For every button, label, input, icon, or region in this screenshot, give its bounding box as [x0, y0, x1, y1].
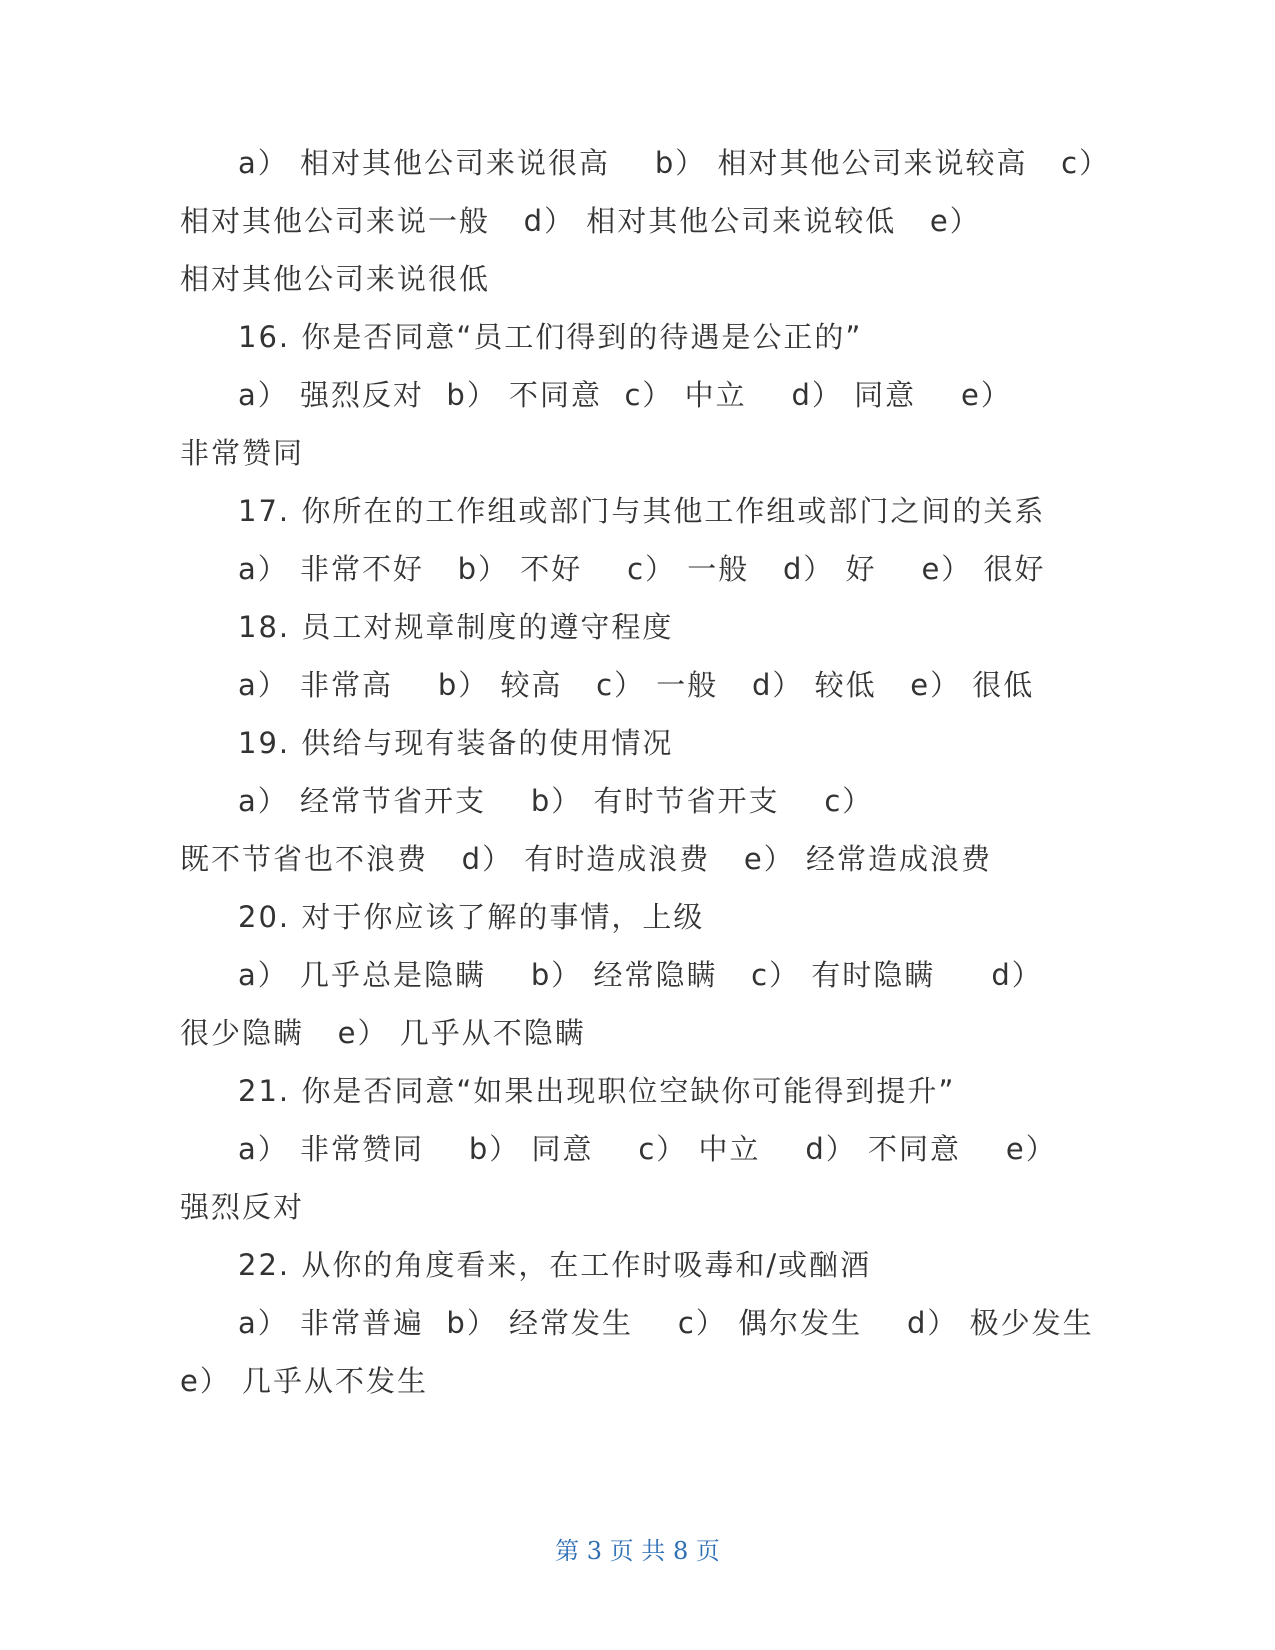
option-line: a） 非常赞同 b） 同意 c） 中立 d） 不同意 e）	[238, 1132, 1057, 1166]
option-line: 相对其他公司来说一般 d） 相对其他公司来说较低 e）	[180, 204, 981, 238]
question-18: 18. 员工对规章制度的遵守程度	[238, 610, 674, 644]
option-line: a） 相对其他公司来说很高 b） 相对其他公司来说较高 c）	[238, 146, 1111, 180]
option-line: e） 几乎从不发生	[180, 1364, 429, 1398]
question-21: 21. 你是否同意“如果出现职位空缺你可能得到提升”	[238, 1074, 956, 1108]
option-line: a） 强烈反对 b） 不同意 c） 中立 d） 同意 e）	[238, 378, 1012, 412]
question-20: 20. 对于你应该了解的事情，上级	[238, 900, 705, 934]
question-22: 22. 从你的角度看来，在工作时吸毒和/或酗酒	[238, 1248, 872, 1282]
page-number-footer: 第 3 页 共 8 页	[555, 1537, 720, 1565]
option-line: 很少隐瞒 e） 几乎从不隐瞒	[180, 1016, 586, 1050]
question-19: 19. 供给与现有装备的使用情况	[238, 726, 674, 760]
option-line: a） 经常节省开支 b） 有时节省开支 c）	[238, 784, 874, 818]
option-line: a） 非常不好 b） 不好 c） 一般 d） 好 e） 很好	[238, 552, 1046, 586]
option-line: 非常赞同	[180, 436, 305, 470]
option-line: a） 非常普遍 b） 经常发生 c） 偶尔发生 d） 极少发生	[238, 1306, 1094, 1340]
question-17: 17. 你所在的工作组或部门与其他工作组或部门之间的关系	[238, 494, 1046, 528]
option-line: 强烈反对	[180, 1190, 305, 1224]
option-line: a） 几乎总是隐瞒 b） 经常隐瞒 c） 有时隐瞒 d）	[238, 958, 1043, 992]
option-line: 相对其他公司来说很低	[180, 262, 491, 296]
question-16: 16. 你是否同意“员工们得到的待遇是公正的”	[238, 320, 863, 354]
option-line: a） 非常高 b） 较高 c） 一般 d） 较低 e） 很低	[238, 668, 1035, 702]
option-line: 既不节省也不浪费 d） 有时造成浪费 e） 经常造成浪费	[180, 842, 992, 876]
